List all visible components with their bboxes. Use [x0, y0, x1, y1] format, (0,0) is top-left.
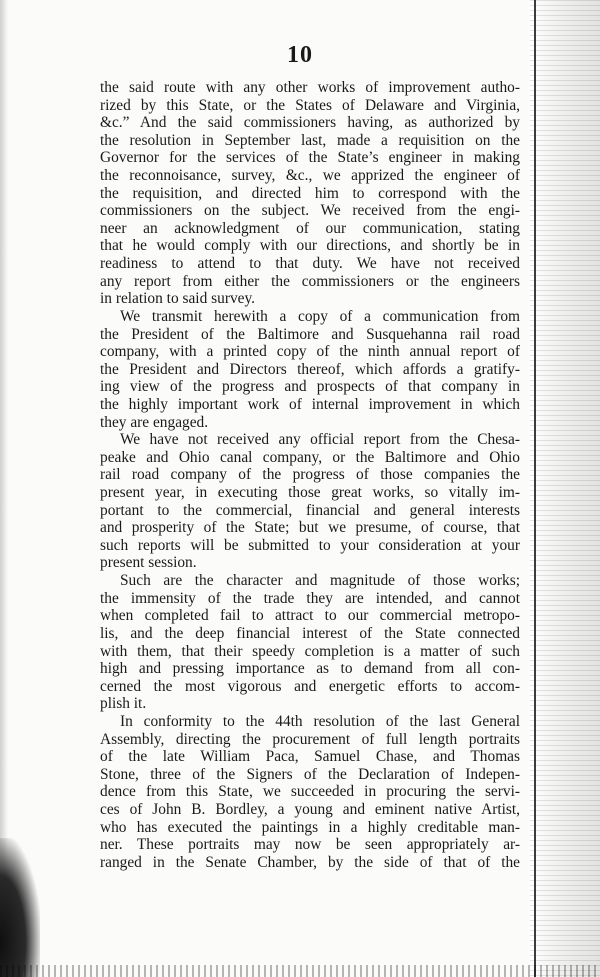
text-line: of the late William Paca, Samuel Chase, and Thomas	[100, 748, 520, 766]
text-line: commissioners on the subject. We received from the engi-	[100, 202, 520, 220]
text-line: ces of John B. Bordley, a young and eminent native Artist,	[100, 800, 520, 818]
text-line: ner. These portraits may now be seen appropriately ar-	[100, 836, 520, 854]
text-line: any report from either the commissioners or the engineers	[100, 272, 520, 290]
text-line: present session.	[100, 554, 197, 572]
page-left-edge	[0, 0, 8, 977]
text-line: &c.” And the said commissioners having, as authorized by	[100, 114, 520, 132]
text-line: We have not received any official report from the Chesa-	[120, 431, 520, 449]
text-line: In conformity to the 44th resolution of the last General	[120, 712, 520, 730]
text-line: when completed fail to attract to our commercial metropo-	[100, 607, 520, 625]
text-line: with them, that their speedy completion is a matter of such	[100, 642, 520, 660]
page-number: 10	[287, 42, 313, 68]
text-line: the immensity of the trade they are intended, and cannot	[100, 589, 520, 607]
text-line: rized by this State, or the States of Delaware and Virginia,	[100, 96, 520, 114]
text-line: dence from this State, we succeeded in procuring the servi-	[100, 783, 520, 801]
text-line: readiness to attend to that duty. We have not received	[100, 255, 520, 273]
text-line: the said route with any other works of improvement autho-	[100, 79, 520, 96]
text-line: the reconnoisance, survey, &c., we apprized the engineer of	[100, 167, 520, 185]
text-line: ranged in the Senate Chamber, by the side of that of the	[100, 853, 520, 871]
text-line: peake and Ohio canal company, or the Baltimore and Ohio	[100, 448, 520, 466]
text-line: the highly important work of internal improvement in which	[100, 395, 520, 413]
thumb-shadow	[0, 838, 40, 977]
text-line: portant to the commercial, financial and general interests	[100, 501, 520, 519]
text-line: company, with a printed copy of the ninth annual report of	[100, 343, 520, 361]
text-line: cerned the most vigorous and energetic efforts to accom-	[100, 677, 520, 695]
text-line: We transmit herewith a copy of a communication from	[120, 307, 520, 325]
binding-line	[534, 0, 536, 977]
text-line: the President of the Baltimore and Susquehanna rail road	[100, 325, 520, 343]
text-line: Assembly, directing the procurement of full length portraits	[100, 730, 520, 748]
text-line: present year, in executing those great works, so vitally im-	[100, 484, 520, 502]
text-line: the President and Directors thereof, which affords a gratify-	[100, 360, 520, 378]
text-line: rail road company of the progress of those companies the	[100, 466, 520, 484]
text-line: plish it.	[100, 695, 147, 713]
text-line: neer an acknowledgment of our communication, stating	[100, 219, 520, 237]
text-line: in relation to said survey.	[100, 290, 256, 308]
page-bottom-edge	[0, 965, 600, 977]
text-line: and prosperity of the State; but we presume, of course, that	[100, 519, 520, 537]
text-line: Governor for the services of the State’s engineer in making	[100, 149, 520, 167]
text-line: such reports will be submitted to your consideration at your	[100, 536, 520, 554]
page-right-edge	[530, 0, 600, 977]
body-text	[100, 79, 520, 871]
text-line: ing view of the progress and prospects of that company in	[100, 378, 520, 396]
text-line: the resolution in September last, made a requisition on the	[100, 131, 520, 149]
text-line: lis, and the deep financial interest of the State connected	[100, 624, 520, 642]
text-line: high and pressing importance as to demand from all con-	[100, 660, 520, 678]
text-line: Such are the character and magnitude of those works;	[120, 572, 520, 590]
text-line: Stone, three of the Signers of the Declaration of Indepen-	[100, 765, 520, 783]
text-line: the requisition, and directed him to correspond with the	[100, 184, 520, 202]
text-line: they are engaged.	[100, 413, 209, 431]
text-line: who has executed the paintings in a highly creditable man-	[100, 818, 520, 836]
text-line: that he would comply with our directions, and shortly be in	[100, 237, 520, 255]
